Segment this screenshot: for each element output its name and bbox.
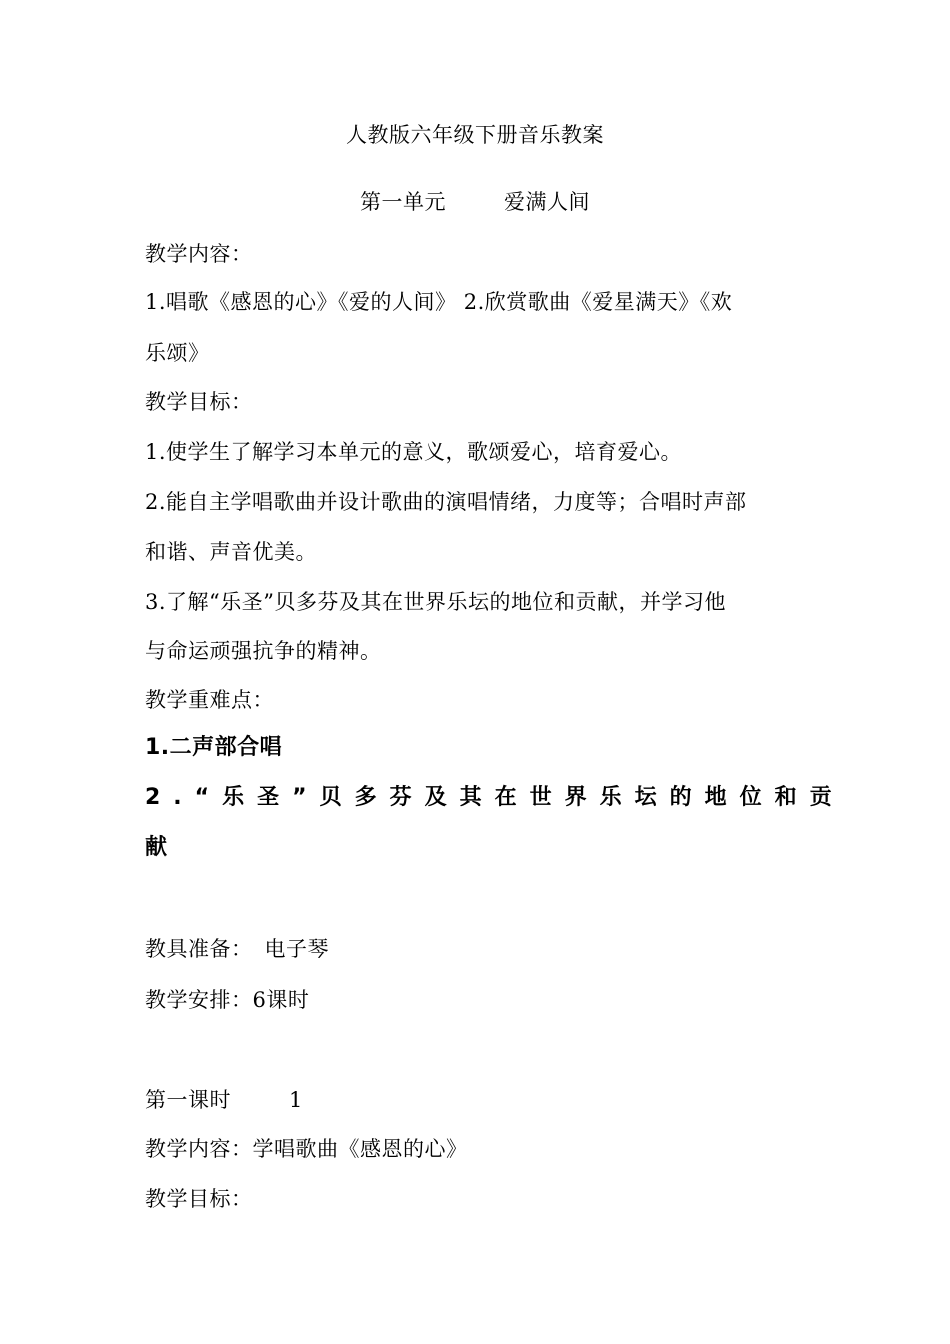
goal-3-line-1: 3.了解“乐圣”贝多芬及其在世界乐坛的地位和贡献，并学习他 [145, 590, 727, 614]
content-line-1: 1.唱歌《感恩的心》《爱的人间》 2.欣赏歌曲《爱星满天》《欢 [145, 290, 733, 314]
content-line-2: 乐颂》 [145, 341, 210, 365]
lesson-label: 第一课时 [145, 1088, 231, 1112]
unit-heading [0, 188, 950, 216]
key-point-1: 1.二声部合唱 [145, 735, 283, 760]
teaching-schedule: 教学安排：6课时 [145, 988, 310, 1012]
goal-3-line-2: 与命运顽强抗争的精神。 [145, 639, 382, 663]
content-heading: 教学内容： [145, 242, 253, 266]
lesson-content: 教学内容：学唱歌曲《感恩的心》 [145, 1137, 468, 1161]
goal-1: 1.使学生了解学习本单元的意义，歌颂爱心，培育爱心。 [145, 440, 683, 464]
goals-heading: 教学目标： [145, 390, 253, 414]
goal-2-line-2: 和谐、声音优美。 [145, 540, 317, 564]
key-point-2-line-1: 2.“乐圣”贝多芬及其在世界乐坛的地位和贡 [145, 785, 845, 810]
document-title: 人教版六年级下册音乐教案 [346, 123, 604, 147]
lesson-number: 1 [289, 1088, 303, 1112]
unit-name: 爱满人间 [504, 190, 590, 214]
key-point-2-line-2: 献 [145, 835, 168, 860]
goal-2-line-1: 2.能自主学唱歌曲并设计歌曲的演唱情绪，力度等；合唱时声部 [145, 490, 747, 514]
lesson-goals-heading: 教学目标： [145, 1187, 253, 1211]
unit-label: 第一单元 [360, 190, 446, 214]
tools-label: 教具准备： [145, 937, 253, 961]
teaching-tools [145, 935, 329, 963]
lesson-heading [145, 1086, 303, 1114]
key-points-heading: 教学重难点： [145, 688, 274, 712]
tools-value: 电子琴 [264, 937, 329, 961]
